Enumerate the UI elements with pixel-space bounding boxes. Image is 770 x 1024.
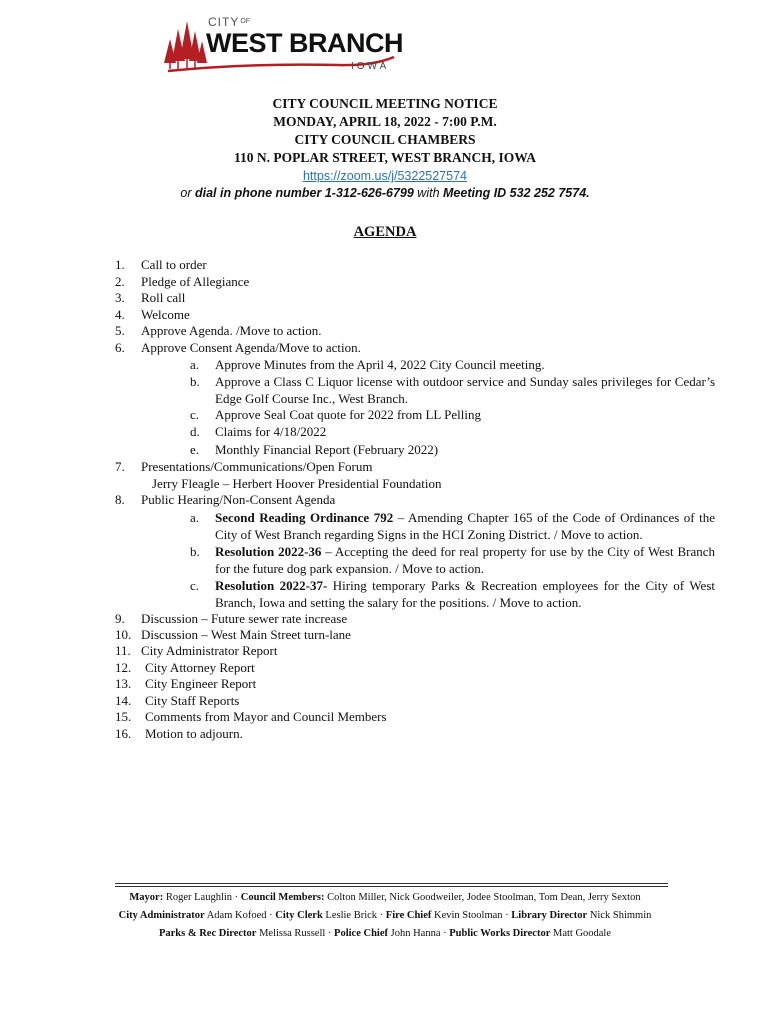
footer-line-3: Parks & Rec Director Melissa Russell · Police Chief John Hanna · Public Works Director Matt Goodale <box>158 928 612 939</box>
dial-in-info <box>0 186 770 200</box>
zoom-link[interactable]: https://zoom.us/j/5322527574 <box>302 169 467 183</box>
footer-divider <box>115 886 668 887</box>
dial-with: with <box>417 186 440 200</box>
zoom-link-row <box>0 167 770 185</box>
footer-line-1: Mayor: Roger Laughlin · Council Members: Colton Miller, Nick Goodweiler, Jodee Stoolman, Tom Dean, Jerry Sexton <box>129 892 641 903</box>
header-address: 110 N. POPLAR STREET, WEST BRANCH, IOWA <box>234 150 536 165</box>
dial-meeting-id: Meeting ID 532 252 7574. <box>443 186 590 200</box>
dial-prefix: or <box>180 186 192 200</box>
logo-name-text: WEST BRANCH <box>206 28 403 58</box>
city-logo <box>158 15 403 77</box>
agenda-heading-row <box>0 223 770 241</box>
footer-line-2: City Administrator Adam Kofoed · City Clerk Leslie Brick · Fire Chief Kevin Stoolman · Library Director Nick Shimmin <box>118 910 652 921</box>
dial-phone: dial in phone number 1-312-626-6799 <box>194 186 414 200</box>
header-title: CITY COUNCIL MEETING NOTICE <box>272 96 498 111</box>
agenda-heading: AGENDA <box>353 224 417 240</box>
logo-state-text: IOWA <box>351 61 390 72</box>
logo-city-text: $CITY^{OF}$ <box>208 15 251 29</box>
header-location: CITY COUNCIL CHAMBERS <box>294 132 476 147</box>
footer-divider <box>115 883 668 884</box>
header-date: MONDAY, APRIL 18, 2022 - 7:00 P.M. <box>273 114 497 129</box>
